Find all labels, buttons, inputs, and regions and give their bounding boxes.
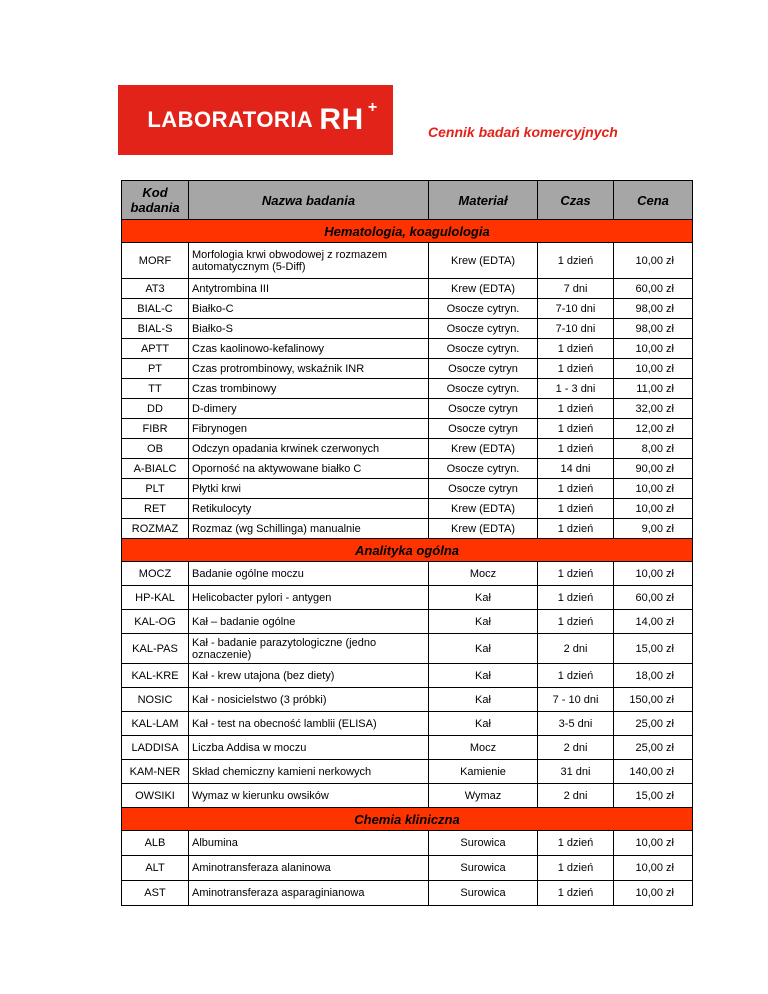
code-cell: APTT bbox=[122, 339, 189, 359]
material-cell: Mocz bbox=[429, 562, 538, 586]
name-cell: Kał - badanie parazytologiczne (jedno oznaczenie) bbox=[189, 634, 429, 664]
table-row bbox=[122, 784, 693, 808]
time-cell: 7 dni bbox=[538, 279, 614, 299]
code-cell: FIBR bbox=[122, 419, 189, 439]
material-cell: Osocze cytryn. bbox=[429, 339, 538, 359]
material-cell: Krew (EDTA) bbox=[429, 279, 538, 299]
material-cell: Krew (EDTA) bbox=[429, 439, 538, 459]
time-cell: 31 dni bbox=[538, 760, 614, 784]
table-row bbox=[122, 439, 693, 459]
price-cell: 60,00 zł bbox=[614, 586, 693, 610]
laboratoria-rh-logo bbox=[118, 85, 393, 155]
name-cell: Morfologia krwi obwodowej z rozmazem automatycznym (5-Diff) bbox=[189, 243, 429, 279]
name-cell: Białko-S bbox=[189, 319, 429, 339]
time-cell: 2 dni bbox=[538, 784, 614, 808]
material-cell: Kamienie bbox=[429, 760, 538, 784]
code-cell: NOSIC bbox=[122, 688, 189, 712]
table-row bbox=[122, 831, 693, 856]
code-cell: KAM-NER bbox=[122, 760, 189, 784]
time-cell: 7-10 dni bbox=[538, 319, 614, 339]
price-cell: 90,00 zł bbox=[614, 459, 693, 479]
price-cell: 10,00 zł bbox=[614, 562, 693, 586]
section-title: Hematologia, koagulologia bbox=[122, 220, 693, 243]
table-row bbox=[122, 562, 693, 586]
material-cell: Osocze cytryn bbox=[429, 399, 538, 419]
column-header-material: Materiał bbox=[429, 181, 538, 220]
code-cell: ROZMAZ bbox=[122, 519, 189, 539]
material-cell: Osocze cytryn bbox=[429, 359, 538, 379]
price-cell: 10,00 zł bbox=[614, 831, 693, 856]
name-cell: Kał - test na obecność lamblii (ELISA) bbox=[189, 712, 429, 736]
table-row bbox=[122, 243, 693, 279]
table-row bbox=[122, 736, 693, 760]
time-cell: 1 dzień bbox=[538, 831, 614, 856]
name-cell: Albumina bbox=[189, 831, 429, 856]
time-cell: 1 dzień bbox=[538, 399, 614, 419]
name-cell: Skład chemiczny kamieni nerkowych bbox=[189, 760, 429, 784]
code-cell: BIAL-S bbox=[122, 319, 189, 339]
logo-plus-icon: + bbox=[367, 99, 378, 116]
section-header-row bbox=[122, 539, 693, 562]
code-cell: LADDISA bbox=[122, 736, 189, 760]
name-cell: Czas kaolinowo-kefalinowy bbox=[189, 339, 429, 359]
code-cell: KAL-LAM bbox=[122, 712, 189, 736]
table-row bbox=[122, 399, 693, 419]
name-cell: Kał – badanie ogólne bbox=[189, 610, 429, 634]
name-cell: Retikulocyty bbox=[189, 499, 429, 519]
price-cell: 98,00 zł bbox=[614, 319, 693, 339]
table-row bbox=[122, 419, 693, 439]
time-cell: 1 dzień bbox=[538, 586, 614, 610]
table-row bbox=[122, 499, 693, 519]
name-cell: Czas trombinowy bbox=[189, 379, 429, 399]
price-cell: 10,00 zł bbox=[614, 479, 693, 499]
code-cell: KAL-OG bbox=[122, 610, 189, 634]
code-cell: A-BIALC bbox=[122, 459, 189, 479]
code-cell: RET bbox=[122, 499, 189, 519]
time-cell: 7-10 dni bbox=[538, 299, 614, 319]
time-cell: 1 dzień bbox=[538, 439, 614, 459]
material-cell: Kał bbox=[429, 688, 538, 712]
material-cell: Kał bbox=[429, 634, 538, 664]
time-cell: 1 dzień bbox=[538, 419, 614, 439]
name-cell: Oporność na aktywowane białko C bbox=[189, 459, 429, 479]
material-cell: Osocze cytryn. bbox=[429, 319, 538, 339]
table-row bbox=[122, 339, 693, 359]
price-cell: 25,00 zł bbox=[614, 712, 693, 736]
table-row bbox=[122, 856, 693, 881]
price-cell: 150,00 zł bbox=[614, 688, 693, 712]
price-cell: 15,00 zł bbox=[614, 784, 693, 808]
code-cell: OB bbox=[122, 439, 189, 459]
time-cell: 1 - 3 dni bbox=[538, 379, 614, 399]
price-cell: 10,00 zł bbox=[614, 243, 693, 279]
time-cell: 1 dzień bbox=[538, 359, 614, 379]
table-row bbox=[122, 359, 693, 379]
column-header-code: Kod badania bbox=[122, 181, 189, 220]
price-cell: 8,00 zł bbox=[614, 439, 693, 459]
material-cell: Kał bbox=[429, 664, 538, 688]
code-cell: AST bbox=[122, 881, 189, 906]
price-cell: 25,00 zł bbox=[614, 736, 693, 760]
code-cell: ALT bbox=[122, 856, 189, 881]
name-cell: Badanie ogólne moczu bbox=[189, 562, 429, 586]
section-title: Analityka ogólna bbox=[122, 539, 693, 562]
table-row bbox=[122, 634, 693, 664]
time-cell: 1 dzień bbox=[538, 610, 614, 634]
column-header-time: Czas bbox=[538, 181, 614, 220]
material-cell: Surowica bbox=[429, 856, 538, 881]
name-cell: Kał - nosicielstwo (3 próbki) bbox=[189, 688, 429, 712]
table-row bbox=[122, 712, 693, 736]
material-cell: Surowica bbox=[429, 881, 538, 906]
time-cell: 2 dni bbox=[538, 634, 614, 664]
time-cell: 1 dzień bbox=[538, 664, 614, 688]
time-cell: 7 - 10 dni bbox=[538, 688, 614, 712]
price-cell: 98,00 zł bbox=[614, 299, 693, 319]
price-cell: 10,00 zł bbox=[614, 856, 693, 881]
table-row bbox=[122, 479, 693, 499]
name-cell: Fibrynogen bbox=[189, 419, 429, 439]
code-cell: BIAL-C bbox=[122, 299, 189, 319]
price-cell: 32,00 zł bbox=[614, 399, 693, 419]
code-cell: PLT bbox=[122, 479, 189, 499]
time-cell: 3-5 dni bbox=[538, 712, 614, 736]
logo-mark: RH + bbox=[319, 99, 378, 136]
code-cell: MORF bbox=[122, 243, 189, 279]
section-header-row bbox=[122, 220, 693, 243]
name-cell: Helicobacter pylori - antygen bbox=[189, 586, 429, 610]
table-row bbox=[122, 586, 693, 610]
material-cell: Mocz bbox=[429, 736, 538, 760]
table-row bbox=[122, 519, 693, 539]
code-cell: HP-KAL bbox=[122, 586, 189, 610]
code-cell: TT bbox=[122, 379, 189, 399]
material-cell: Krew (EDTA) bbox=[429, 519, 538, 539]
material-cell: Kał bbox=[429, 610, 538, 634]
price-table bbox=[121, 180, 693, 906]
material-cell: Krew (EDTA) bbox=[429, 243, 538, 279]
time-cell: 1 dzień bbox=[538, 881, 614, 906]
time-cell: 1 dzień bbox=[538, 519, 614, 539]
material-cell: Osocze cytryn. bbox=[429, 379, 538, 399]
name-cell: Białko-C bbox=[189, 299, 429, 319]
price-cell: 11,00 zł bbox=[614, 379, 693, 399]
price-cell: 10,00 zł bbox=[614, 499, 693, 519]
material-cell: Osocze cytryn bbox=[429, 419, 538, 439]
name-cell: Płytki krwi bbox=[189, 479, 429, 499]
time-cell: 1 dzień bbox=[538, 856, 614, 881]
material-cell: Osocze cytryn bbox=[429, 479, 538, 499]
code-cell: AT3 bbox=[122, 279, 189, 299]
time-cell: 1 dzień bbox=[538, 339, 614, 359]
name-cell: Liczba Addisa w moczu bbox=[189, 736, 429, 760]
name-cell: Czas protrombinowy, wskaźnik INR bbox=[189, 359, 429, 379]
price-cell: 14,00 zł bbox=[614, 610, 693, 634]
price-cell: 10,00 zł bbox=[614, 359, 693, 379]
table-row bbox=[122, 610, 693, 634]
name-cell: Aminotransferaza asparaginianowa bbox=[189, 881, 429, 906]
table-row bbox=[122, 688, 693, 712]
material-cell: Kał bbox=[429, 586, 538, 610]
name-cell: Aminotransferaza alaninowa bbox=[189, 856, 429, 881]
table-row bbox=[122, 299, 693, 319]
material-cell: Wymaz bbox=[429, 784, 538, 808]
table-row bbox=[122, 459, 693, 479]
time-cell: 1 dzień bbox=[538, 499, 614, 519]
column-header-name: Nazwa badania bbox=[189, 181, 429, 220]
table-header-row bbox=[122, 181, 693, 220]
table-row bbox=[122, 279, 693, 299]
time-cell: 1 dzień bbox=[538, 479, 614, 499]
code-cell: ALB bbox=[122, 831, 189, 856]
time-cell: 1 dzień bbox=[538, 562, 614, 586]
price-cell: 10,00 zł bbox=[614, 339, 693, 359]
price-cell: 9,00 zł bbox=[614, 519, 693, 539]
code-cell: OWSIKI bbox=[122, 784, 189, 808]
time-cell: 14 dni bbox=[538, 459, 614, 479]
table-row bbox=[122, 664, 693, 688]
material-cell: Osocze cytryn. bbox=[429, 459, 538, 479]
code-cell: PT bbox=[122, 359, 189, 379]
code-cell: KAL-KRE bbox=[122, 664, 189, 688]
table-row bbox=[122, 881, 693, 906]
time-cell: 1 dzień bbox=[538, 243, 614, 279]
code-cell: KAL-PAS bbox=[122, 634, 189, 664]
code-cell: DD bbox=[122, 399, 189, 419]
price-cell: 15,00 zł bbox=[614, 634, 693, 664]
name-cell: D-dimery bbox=[189, 399, 429, 419]
price-cell: 12,00 zł bbox=[614, 419, 693, 439]
code-cell: MOCZ bbox=[122, 562, 189, 586]
price-cell: 60,00 zł bbox=[614, 279, 693, 299]
logo-text: LABORATORIA bbox=[147, 107, 314, 132]
section-title: Chemia kliniczna bbox=[122, 808, 693, 831]
table-row bbox=[122, 319, 693, 339]
table-body bbox=[122, 220, 693, 906]
table-row bbox=[122, 760, 693, 784]
price-cell: 140,00 zł bbox=[614, 760, 693, 784]
table-row bbox=[122, 379, 693, 399]
price-cell: 18,00 zł bbox=[614, 664, 693, 688]
material-cell: Krew (EDTA) bbox=[429, 499, 538, 519]
name-cell: Wymaz w kierunku owsików bbox=[189, 784, 429, 808]
name-cell: Rozmaz (wg Schillinga) manualnie bbox=[189, 519, 429, 539]
column-header-price: Cena bbox=[614, 181, 693, 220]
name-cell: Antytrombina III bbox=[189, 279, 429, 299]
name-cell: Kał - krew utajona (bez diety) bbox=[189, 664, 429, 688]
price-cell: 10,00 zł bbox=[614, 881, 693, 906]
material-cell: Osocze cytryn. bbox=[429, 299, 538, 319]
section-header-row bbox=[122, 808, 693, 831]
page-subtitle: Cennik badań komercyjnych bbox=[428, 124, 618, 140]
name-cell: Odczyn opadania krwinek czerwonych bbox=[189, 439, 429, 459]
material-cell: Kał bbox=[429, 712, 538, 736]
time-cell: 2 dni bbox=[538, 736, 614, 760]
material-cell: Surowica bbox=[429, 831, 538, 856]
